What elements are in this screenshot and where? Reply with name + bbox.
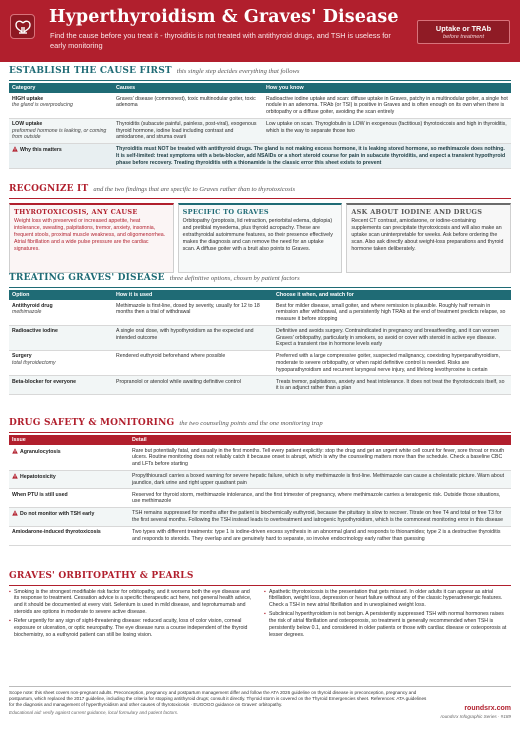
section-title: TREATING GRAVES' DISEASE — [9, 273, 165, 283]
card-text: Orbitopathy (proptosis, lid retraction, periorbital edema, diplopia) and pretibial myxedema, plus thyroid acropachy. These are extrathyroidal autoimmune features, so their presence effectively makes the diagnosis and can remove the need for an uptake scan. A diffuse goiter with a bruit also points to Graves. — [182, 217, 333, 252]
table-header-row — [9, 83, 511, 94]
recognize-cards — [9, 203, 511, 273]
divider — [9, 198, 511, 199]
why-row — [9, 144, 511, 169]
section-establish-cause — [9, 66, 511, 169]
column-header: Causes — [113, 83, 263, 94]
row-option: Radioactive iodine — [12, 327, 58, 334]
column-header: Choose it when, and watch for — [273, 290, 511, 301]
section-drug-safety — [9, 418, 511, 546]
column-header: Category — [9, 83, 113, 94]
row-option-note: methimazole — [12, 309, 42, 316]
row-detail: TSH remains suppressed for months after the patient is biochemically euthyroid, because the pituitary is slow to recover. Titrate on free T4 and total or free T3 for the first several months. Following the TSH instead leads to overtreatment and iatrogenic hypothyroidism, which is the commonest monitoring error in this disease — [129, 508, 511, 527]
row-how: Low uptake on scan. Thyroglobulin is LOW in exogenous (factitious) thyrotoxicosis and high in thyroiditis, which is the way to separate those two — [263, 118, 511, 143]
row-detail: Two types with different treatments: type 1 is iodine-driven excess synthesis in an abnormal gland and responds to thionamides; type 2 is a destructive thyroiditis and responds to steroids. They overlap and are genuinely hard to separate, so involve endocrinology early rather than guessing — [129, 526, 511, 545]
row-when: Treats tremor, palpitations, anxiety and heat intolerance. It does not treat the thyrotoxicosis itself, so it is an adjunct rather than a plan — [273, 376, 511, 395]
section-pearls — [9, 571, 511, 641]
row-issue: Hepatotoxicity — [20, 473, 56, 480]
table-row — [9, 526, 511, 545]
section-title: ESTABLISH THE CAUSE FIRST — [9, 66, 172, 76]
list-item: ▪ Apathetic thyrotoxicosis is the presentation that gets missed. In older adults it can appear as atrial fibrillation, weight loss, depression or heart failure without any of the classic hyperadrenergic features. Check a TSH in new atrial fibrillation and in unexplained weight loss. — [264, 589, 511, 610]
divider — [9, 80, 511, 81]
section-title: DRUG SAFETY & MONITORING — [9, 418, 175, 428]
badge-main: Uptake or TRAb — [435, 24, 492, 33]
table-row — [9, 508, 511, 527]
row-issue: Do not monitor with TSH early — [20, 511, 95, 518]
row-how: A single oral dose, with hypothyroidism as the expected and intended outcome — [113, 325, 273, 350]
section-subtitle: three definitive options, chosen by patient factors — [169, 275, 300, 282]
column-header: Detail — [129, 435, 511, 446]
row-option: Antithyroid drug — [12, 302, 53, 309]
header-banner — [0, 0, 520, 62]
safety-table — [9, 435, 511, 546]
section-subtitle: the two counseling points and the one monitoring trap — [179, 420, 323, 427]
table-row — [9, 300, 511, 325]
table-row — [9, 489, 511, 508]
cause-table — [9, 83, 511, 170]
uptake-badge — [417, 20, 510, 44]
row-option: Beta-blocker for everyone — [12, 378, 77, 385]
column-header: How it is used — [113, 290, 273, 301]
row-issue: When PTU is still used — [12, 491, 68, 498]
row-detail: Reserved for thyroid storm, methimazole intolerance, and the first trimester of pregnancy, where methimazole carries a teratogenic risk. Outside those situations, use methimazole — [129, 489, 511, 508]
section-subtitle: this single step decides everything that follows — [176, 68, 300, 75]
section-title: RECOGNIZE IT — [9, 184, 89, 194]
why-text: Thyroiditis must NOT be treated with antithyroid drugs. The gland is not making excess hormone, it is leaking stored hormone, so methimazole does nothing. It is self-limited: treat symptoms with a beta-blocker, add NSAIDs or a short steroid course for pain in subacute thyroiditis, and expect a transient hypothyroid phase before recovery. Treating thyroiditis with a thionamide is the classic error this sheet exists to prevent — [113, 144, 511, 169]
row-category-note: the gland is overproducing — [12, 102, 73, 109]
column-header: Option — [9, 290, 113, 301]
section-subtitle: and the two findings that are specific to Graves rather than to thyrotoxicosis — [93, 186, 296, 193]
scope-note: Scope note: this sheet covers non-pregnant adults. Preconception, pregnancy and postpartum management differ and follow the ATA 2026 guideline on thyroid disease in preconception, pregnancy and postpartum, which replaced the 2017 guideline, including the criteria for stopping antithyroid drugs; consult it directly. Thyroid storm is covered on the Thyroid Emergencies sheet. References: ATA guidelines for the diagnosis and management of hyperthyroidism and other causes of thyrotoxicosis · EUGOGO guidance on Graves' orbitopathy. — [9, 690, 427, 708]
brand-url[interactable]: roundsrx.com — [464, 705, 511, 712]
divider — [9, 287, 511, 288]
list-item: ▪ Smoking is the strongest modifiable risk factor for orbitopathy, and it worsens both the eye disease and its response to treatment. Cessation advice is a specific therapeutic act here, not general health advice, and it should be documented at every visit. Selenium is used in mild disease, and teprotumumab and steroids are options in moderate to severe active disease. — [9, 589, 256, 616]
row-option: Surgery — [12, 353, 32, 360]
column-header: How you know — [263, 83, 511, 94]
warning-icon — [12, 146, 18, 152]
table-row — [9, 93, 511, 118]
card-text: Weight loss with preserved or increased appetite, heat intolerance, sweating, palpitations, tremor, anxiety, insomnia, frequent stools, proximal muscle weakness, and oligomenorrhea. Atrial fibrillation and a wide pulse pressure are the cardiac signatures. — [14, 217, 166, 252]
row-when: Best for milder disease, small goiter, and where remission is plausible. Roughly half remain in remission after withdrawal, and a persistently high TRAb at the end of treatment predicts relapse, so measure it before stopping — [273, 300, 511, 325]
warning-icon — [12, 510, 18, 516]
list-item: ▪ Subclinical hyperthyroidism is not benign. A persistently suppressed TSH with normal hormones raises the risk of atrial fibrillation and osteoporosis, so treatment is generally recommended when TSH is persistently below 0.1, and considered in older patients or those with cardiac disease or osteoporosis at lesser degrees. — [264, 611, 511, 638]
thyroid-logo-icon — [10, 14, 35, 39]
warning-icon — [12, 473, 18, 479]
section-treating — [9, 273, 511, 395]
row-how: Rendered euthyroid beforehand where possible — [113, 351, 273, 376]
footer — [9, 686, 511, 719]
column-header: Issue — [9, 435, 129, 446]
card-title: THYROTOXICOSIS, ANY CAUSE — [14, 207, 138, 216]
pearls-right — [264, 589, 511, 641]
row-category-note: preformed hormone is leaking, or coming from outside — [12, 127, 107, 141]
row-causes: Thyroiditis (subacute painful, painless, post-viral), exogenous thyroid hormone, iodine load including contrast and amiodarone, and struma ovarii — [113, 118, 263, 143]
table-row — [9, 118, 511, 143]
row-option-note: total thyroidectomy — [12, 359, 56, 366]
row-how: Propranolol or atenolol while awaiting definitive control — [113, 376, 273, 395]
table-row — [9, 470, 511, 489]
table-row — [9, 445, 511, 470]
row-when: Preferred with a large compressive goiter, suspected malignancy, coexisting hyperparathyroidism, moderate to severe orbitopathy, or when rapid definitive control is needed. Risks are hypoparathyroidism and recurrent laryngeal nerve injury, and lifelong levothyroxine is certain — [273, 351, 511, 376]
card-specific-graves — [178, 203, 343, 273]
brand — [441, 705, 511, 720]
row-detail: Rare but potentially fatal, and usually in the first months. Tell every patient explicitly: stop the drug and get an urgent white cell count for fever, sore throat or mouth ulcers. Routine monitoring does not reliably catch it because onset is abrupt, which is why the counseling matters more than the schedule. Check a baseline CBC and LFTs before starting — [129, 445, 511, 470]
disclaimer: Educational aid: verify against current guidance, local formulary and patient factors. — [9, 709, 179, 715]
page-title: Hyperthyroidism & Graves' Disease — [49, 7, 399, 27]
section-recognize — [9, 184, 511, 273]
row-how: Methimazole is first-line, dosed by severity, usually for 12 to 18 months then a trial of withdrawal — [113, 300, 273, 325]
card-title: SPECIFIC TO GRAVES — [182, 207, 269, 216]
series-label: roundsrx Infographic Series · #189 — [440, 713, 511, 719]
divider — [9, 432, 511, 433]
table-row — [9, 376, 511, 395]
why-label: Why this matters — [20, 147, 62, 154]
table-header-row — [9, 290, 511, 301]
divider — [9, 585, 511, 586]
table-header-row — [9, 435, 511, 446]
table-row — [9, 325, 511, 350]
pearls-left — [9, 589, 256, 641]
row-issue: Amiodarone-induced thyrotoxicosis — [12, 529, 101, 536]
row-when: Definitive and avoids surgery. Contraindicated in pregnancy and breastfeeding, and it can worsen Graves' orbitopathy, particularly in smokers, so avoid or cover with steroid in active eye disease. Expect a transient rise in hormone levels early — [273, 325, 511, 350]
card-text: Recent CT contrast, amiodarone, or iodine-containing supplements can precipitate thyrotoxicosis and will also make an uptake scan uninterpretable for weeks. Ask before ordering the scan. Also ask directly about weight-loss preparations and thyroid hormone taken deliberately. — [351, 217, 504, 252]
row-detail: Propylthiouracil carries a boxed warning for severe hepatic failure, which is why methimazole is first-line. Methimazole can cause a cholestatic picture. Warn about jaundice, dark urine and right upper quadrant pain — [129, 470, 511, 489]
treatment-table — [9, 290, 511, 396]
row-issue: Agranulocytosis — [20, 448, 61, 455]
section-title: GRAVES' ORBITOPATHY & PEARLS — [9, 571, 194, 581]
row-how: Radioactive iodine uptake and scan: diffuse uptake in Graves, patchy in a multinodular goiter, a single hot nodule in an adenoma. TRAb (or TSI) is positive in Graves and is often enough on its own when there is orbitopathy or a diffuse goiter, avoiding the scan entirely — [263, 93, 511, 118]
card-iodine-drugs — [346, 203, 511, 273]
page-subtitle: Find the cause before you treat it - thyroiditis is not treated with antithyroid drugs, and TSH is useless for early monitoring — [50, 31, 391, 50]
list-item: ▪ Refer urgently for any sign of sight-threatening disease: reduced acuity, loss of color vision, corneal exposure or ulceration, or optic neuropathy. The eye disease runs a course independent of the thyroid biochemistry, so a euthyroid patient can still be losing vision. — [9, 618, 256, 639]
card-thyrotoxicosis — [9, 203, 174, 273]
row-category: LOW uptake — [12, 120, 43, 127]
row-category: HIGH uptake — [12, 95, 44, 102]
warning-icon — [12, 448, 18, 454]
table-row — [9, 351, 511, 376]
card-title: ASK ABOUT IODINE AND DRUGS — [351, 207, 483, 216]
row-causes: Graves' disease (commonest), toxic multinodular goiter, toxic adenoma — [113, 93, 263, 118]
pearls-columns — [9, 589, 511, 641]
badge-sub: before treatment — [442, 34, 485, 41]
